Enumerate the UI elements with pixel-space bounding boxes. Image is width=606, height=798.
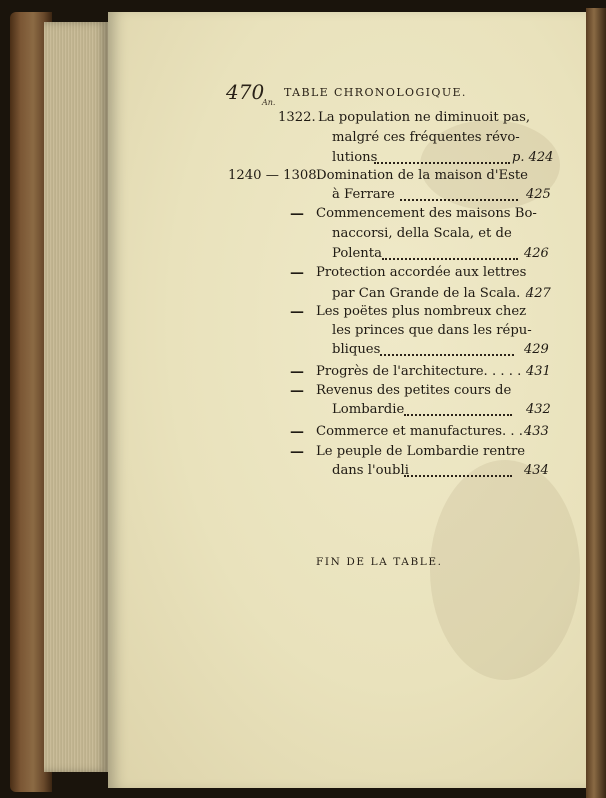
entry-text-line: dans l'oubli bbox=[332, 463, 409, 478]
entry-text-line: Revenus des petites cours de bbox=[316, 383, 512, 398]
entry-text-line: les princes que dans les répu- bbox=[332, 323, 532, 338]
entry-page-number: 434 bbox=[524, 463, 549, 478]
entry-page-number: 425 bbox=[526, 187, 551, 202]
entry-page-number: 433 bbox=[524, 424, 549, 439]
entry-text-line: Commencement des maisons Bo- bbox=[316, 206, 537, 221]
entry-page-number: 431 bbox=[526, 364, 551, 379]
dot-leader bbox=[404, 404, 512, 416]
entry-text-line: Domination de la maison d'Este bbox=[316, 168, 528, 183]
dot-leader bbox=[382, 248, 518, 260]
entry-text-line: Les poëtes plus nombreux chez bbox=[316, 304, 527, 319]
entry-dash: — bbox=[290, 424, 304, 440]
entry-year: 1322. bbox=[278, 110, 316, 125]
entry-text-line: Protection accordée aux lettres bbox=[316, 265, 527, 280]
end-of-table-label: FIN DE LA TABLE. bbox=[316, 556, 443, 568]
entry-page-number: 427 bbox=[526, 286, 551, 301]
page-number: 470 bbox=[226, 80, 265, 104]
entry-text-line: Le peuple de Lombardie rentre bbox=[316, 444, 526, 459]
entry-text-line: à Ferrare bbox=[332, 187, 395, 202]
entry-page-number: 426 bbox=[524, 246, 549, 261]
entry-text-line: lutions bbox=[332, 150, 378, 165]
entry-page-number: 429 bbox=[524, 342, 549, 357]
dot-leader bbox=[374, 152, 510, 164]
entry-page-number: p. 424 bbox=[512, 150, 554, 165]
entry-text-line: par Can Grande de la Scala. . bbox=[332, 286, 529, 301]
dot-leader bbox=[404, 465, 512, 477]
entry-text-line: La population ne diminuoit pas, bbox=[318, 110, 531, 125]
entry-text-line: Polenta bbox=[332, 246, 382, 261]
entry-dash: — bbox=[290, 206, 304, 222]
entry-page-number: 432 bbox=[526, 402, 551, 417]
entry-text-line: Progrès de l'architecture. . . . . bbox=[316, 364, 522, 379]
dot-leader bbox=[380, 344, 514, 356]
entry-dash: — bbox=[290, 265, 304, 281]
entry-text-line: Commerce et manufactures. . . . bbox=[316, 424, 532, 439]
entry-dash: — bbox=[290, 364, 304, 380]
entry-dash: — bbox=[290, 444, 304, 460]
entry-text-line: Lombardie bbox=[332, 402, 405, 417]
running-title: TABLE CHRONOLOGIQUE. bbox=[284, 86, 467, 99]
entry-text-line: naccorsi, della Scala, et de bbox=[332, 226, 512, 241]
entry-year: 1240 — 1308. bbox=[228, 168, 321, 183]
entry-dash: — bbox=[290, 304, 304, 320]
entry-text-line: malgré ces fréquentes révo- bbox=[332, 130, 520, 145]
dot-leader bbox=[400, 189, 518, 201]
entry-text-line: bliques bbox=[332, 342, 381, 357]
entry-dash: — bbox=[290, 383, 304, 399]
year-column-label: An. bbox=[262, 98, 276, 107]
